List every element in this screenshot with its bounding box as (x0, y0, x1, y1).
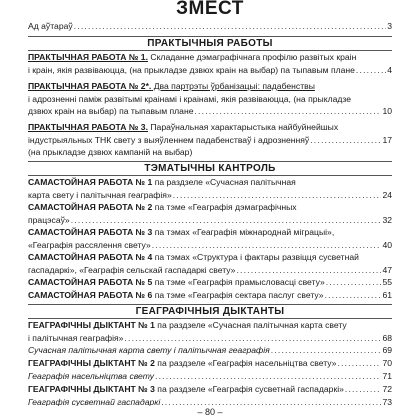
toc-entry-label: САМАСТОЙНАЯ РАБОТА № 2 (28, 202, 153, 212)
toc-page-number: 71 (382, 371, 392, 381)
toc-entry-self-work-1[interactable]: САМАСТОЙНАЯ РАБОТА № 1 па раздзеле «Сучасная палітычная карта свету і палітычная геаграфія» . . . 24 (28, 176, 392, 201)
toc-entry-self-work-2[interactable]: САМАСТОЙНАЯ РАБОТА № 2 па тэме «Геаграфія дэмаграфічных працэсаў» . . . 32 (28, 201, 392, 226)
toc-entry-self-work-5[interactable]: САМАСТОЙНАЯ РАБОТА № 5 па тэме «Геаграфія прамысловасці свету» . . . 55 (28, 276, 392, 289)
toc-page-number: 68 (382, 332, 392, 343)
toc-page-number: 40 (382, 239, 392, 250)
toc-page-number: 3 (387, 21, 392, 31)
toc-entry-label: САМАСТОЙНАЯ РАБОТА № 1 (28, 177, 153, 187)
toc-page-number: 10 (382, 106, 392, 116)
toc-entry-label: САМАСТОЙНАЯ РАБОТА № 4 (28, 252, 153, 262)
toc-page-number: 24 (382, 189, 392, 200)
toc-entry-label: ПРАКТЫЧНАЯ РАБОТА № 3. (28, 122, 148, 132)
toc-entry-practical-work-1[interactable]: ПРАКТЫЧНАЯ РАБОТА № 1. Складанне дэмаграфічнага профілю развітых краін і краін, якія развіваюцца, (на прыкладзе дзвюх краін на выбар) па тыпавым плане . . . 4 (28, 51, 392, 76)
toc-entry-practical-work-3[interactable]: ПРАКТЫЧНАЯ РАБОТА № 3. Параўнальная характарыстыка найбуйнейшых індустрыяльных ТНК свету з выяўленнем падабенстваў і адрозненняў . . . 17 (на прыкладзе дзвюх кампаній на выбар) (28, 121, 392, 159)
section-heading-thematic-control: ТЭМАТЫЧНЫ КАНТРОЛЬ (144, 163, 276, 174)
toc-entry-label: САМАСТОЙНАЯ РАБОТА № 5 (28, 277, 153, 287)
toc-entry-label: САМАСТОЙНАЯ РАБОТА № 6 (28, 290, 153, 300)
page-title: ЗМЕСТ (176, 0, 244, 19)
toc-page-number: 4 (387, 64, 392, 75)
toc-entry-label: ГЕАГРАФІЧНЫ ДЫКТАНТ № 2 (28, 358, 155, 368)
toc-entry-dictation-2[interactable]: ГЕАГРАФІЧНЫ ДЫКТАНТ № 2 па раздзеле «Геаграфія насельніцтва свету» . . . 70 (28, 357, 392, 370)
toc-entry-dictation-3[interactable]: ГЕАГРАФІЧНЫ ДЫКТАНТ № 3 па раздзеле «Геаграфія сусветнай гаспадаркі» . . . 72 (28, 383, 392, 396)
toc-entry-self-work-4[interactable]: САМАСТОЙНАЯ РАБОТА № 4 па тэмах «Структура і фактары развіцця сусветнай гаспадаркі», «Геаграфія сельскай гаспадаркі свету» . . . 47 (28, 251, 392, 276)
toc-page-number: 32 (382, 214, 392, 225)
toc-entry-dictation-1[interactable]: ГЕАГРАФІЧНЫ ДЫКТАНТ № 1 па раздзеле «Сучасная палітычная карта свету і палітычная геаграфія» . . . 68 (28, 319, 392, 344)
toc-entry-label: ГЕАГРАФІЧНЫ ДЫКТАНТ № 3 (28, 384, 155, 394)
toc-entry-self-work-3[interactable]: САМАСТОЙНАЯ РАБОТА № 3 па тэмах «Геаграфія міжнароднай міграцыі», «Геаграфія рассялення свету» . . . 40 (28, 226, 392, 251)
section-heading-geographic-dictations: ГЕАГРАФІЧНЫЯ ДЫКТАНТЫ (135, 306, 285, 317)
toc-page-number: 72 (382, 384, 392, 394)
toc-entry-intro[interactable] (28, 20, 392, 33)
toc-page-number: 70 (382, 358, 392, 368)
toc-entry-label: САМАСТОЙНАЯ РАБОТА № 3 (28, 227, 153, 237)
toc-entry-text: Геаграфія сусветнай гаспадаркі (28, 397, 161, 406)
toc-entry-label: ПРАКТЫЧНАЯ РАБОТА № 2*. (28, 81, 152, 91)
toc-page-number: 61 (382, 290, 392, 300)
toc-entry-text: Геаграфія насельніцтва свету (28, 371, 155, 381)
toc-entry-dictation-1-answers[interactable] (28, 344, 392, 357)
toc-page-number: 17 (382, 134, 392, 145)
toc-page-number: 55 (382, 277, 392, 287)
toc-entry-label: ПРАКТЫЧНАЯ РАБОТА № 1. (28, 52, 148, 62)
section-heading-practical-works: ПРАКТЫЧНЫЯ РАБОТЫ (147, 38, 273, 49)
toc-page-number: 73 (382, 397, 392, 406)
toc-entry-text: Сучасная палітычная карта свету і палітычная геаграфія (28, 345, 270, 355)
toc-entry-practical-work-2[interactable]: ПРАКТЫЧНАЯ РАБОТА № 2*. Два партрэты ўрбанізацыі: падабенствы і адрозненні паміж развітымі краінамі і краінамі, якія развіваюцца, (на прыкладзе дзвюх краін на выбар) па тыпавым плане . . . 10 (28, 80, 392, 118)
toc-entry-dictation-2-answers[interactable] (28, 370, 392, 383)
page-number: – 80 – (197, 407, 223, 417)
toc-page-number: 69 (382, 345, 392, 355)
toc-entry-label: ГЕАГРАФІЧНЫ ДЫКТАНТ № 1 (28, 320, 155, 330)
toc-entry-dictation-3-answers[interactable] (28, 396, 392, 406)
toc-entry-text: Ад аўтараў (28, 21, 73, 31)
toc-page-number: 47 (382, 264, 392, 275)
toc-entry-self-work-6[interactable]: САМАСТОЙНАЯ РАБОТА № 6 па тэме «Геаграфія сектара паслуг свету» . . . 61 (28, 289, 392, 302)
